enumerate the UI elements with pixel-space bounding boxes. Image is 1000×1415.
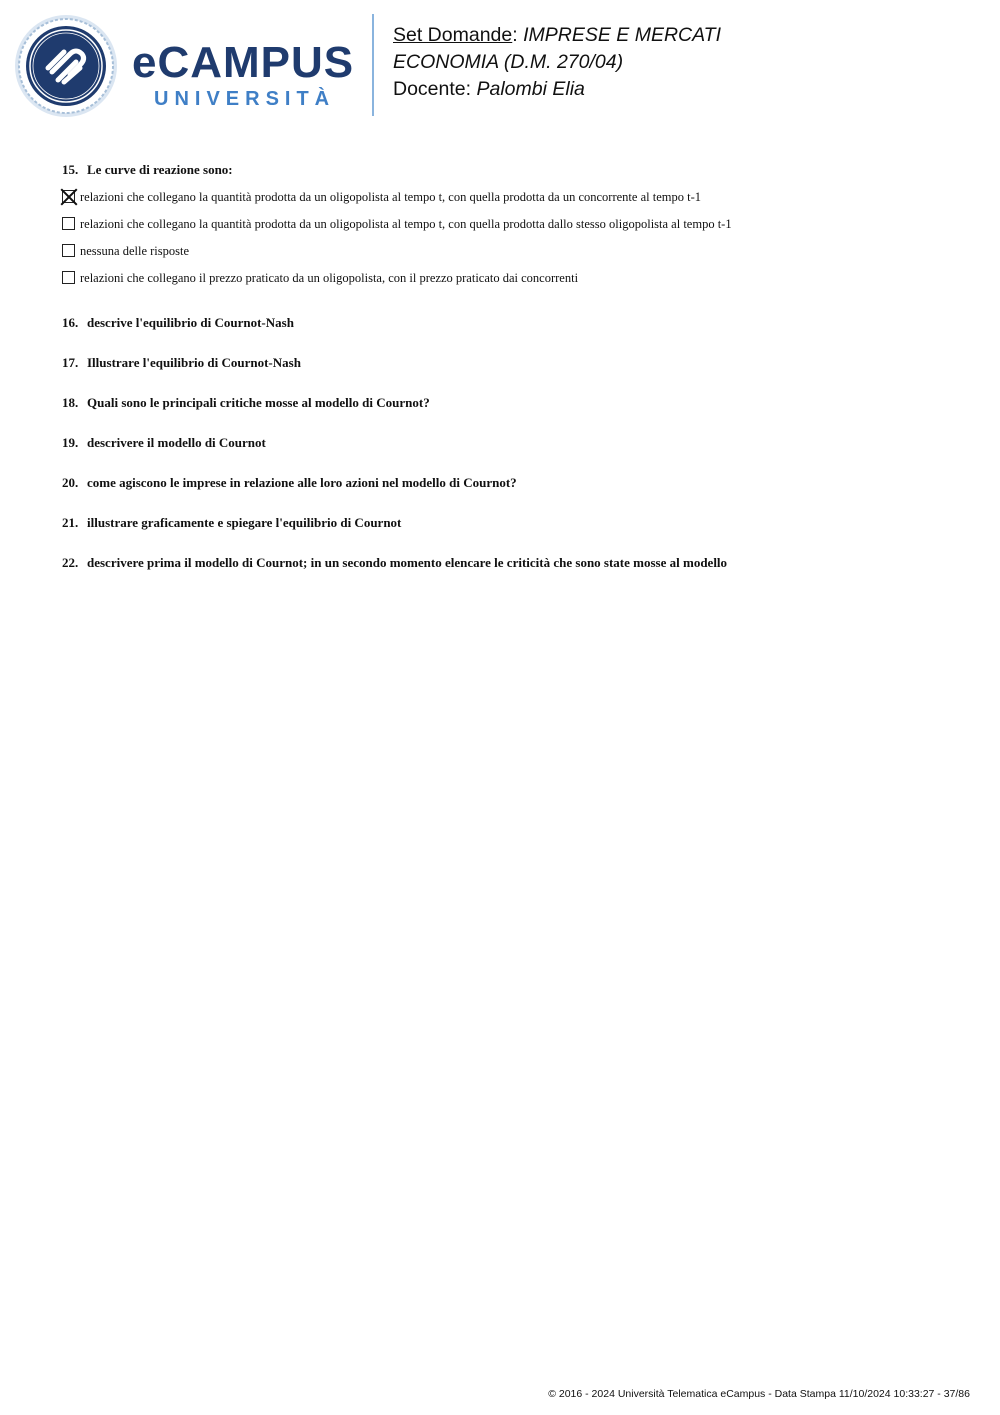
checked-checkbox-icon: [62, 190, 75, 203]
question-17: [62, 353, 962, 373]
question-title: [62, 513, 962, 533]
question-title: [62, 313, 962, 333]
brand-wordmark: [132, 38, 357, 113]
question-number: 18.: [62, 395, 79, 410]
set-label: Set Domande: [393, 24, 513, 46]
question-title: [62, 393, 962, 413]
question-number: 22.: [62, 555, 79, 570]
question-title: [62, 553, 962, 573]
question-16: [62, 313, 962, 333]
question-15: [62, 160, 962, 288]
question-18: [62, 393, 962, 413]
question-list: [62, 160, 962, 573]
question-19: [62, 433, 962, 453]
answer-option: [62, 268, 962, 288]
checkbox-icon: [62, 271, 75, 284]
answer-option: [62, 214, 962, 234]
question-text: Quali sono le principali critiche mosse al modello di Cournot?: [87, 395, 430, 410]
question-text: descrive l'equilibrio di Cournot-Nash: [87, 315, 294, 330]
question-21: [62, 513, 962, 533]
question-text: Illustrare l'equilibrio di Cournot-Nash: [87, 355, 301, 370]
question-number: 20.: [62, 475, 79, 490]
course-name: ECONOMIA (D.M. 270/04): [393, 51, 624, 73]
course-line: [393, 49, 721, 76]
question-title: [62, 473, 962, 493]
answer-text: nessuna delle risposte: [80, 244, 190, 258]
checkbox-icon: [62, 244, 75, 257]
answer-option: [62, 241, 962, 261]
question-number: 19.: [62, 435, 79, 450]
brand-name: eCAMPUS: [132, 38, 355, 87]
page-footer: © 2016 - 2024 Università Telematica eCampus - Data Stampa 11/10/2024 10:33:27 - 37/86: [548, 1388, 970, 1400]
document-info: [393, 22, 721, 103]
question-22: [62, 553, 962, 573]
question-20: [62, 473, 962, 493]
question-text: descrivere prima il modello di Cournot; in un secondo momento elencare le criticità che sono state mosse al modello: [87, 555, 728, 570]
answer-text: relazioni che collegano il prezzo praticato da un oligopolista, con il prezzo praticato dai concorrenti: [80, 271, 579, 285]
question-text: Le curve di reazione sono:: [87, 162, 233, 177]
question-text: descrivere il modello di Cournot: [87, 435, 266, 450]
question-text: illustrare graficamente e spiegare l'equilibrio di Cournot: [87, 515, 402, 530]
teacher-line: Docente: Palombi Elia: [393, 78, 585, 100]
question-number: 15.: [62, 162, 79, 177]
question-number: 21.: [62, 515, 79, 530]
question-title: [62, 433, 962, 453]
set-line: Set Domande: IMPRESE E MERCATI: [393, 24, 722, 46]
question-title: [62, 160, 962, 180]
answer-option: [62, 187, 962, 207]
brand-subtitle: UNIVERSITÀ: [154, 88, 336, 110]
header-divider: [372, 14, 374, 116]
answer-text: relazioni che collegano la quantità prodotta da un oligopolista al tempo t, con quella prodotta dallo stesso oligopolista al tempo t-1: [80, 217, 732, 231]
checkbox-icon: [62, 217, 75, 230]
teacher-label: Docente: [393, 78, 466, 100]
question-text: come agiscono le imprese in relazione alle loro azioni nel modello di Cournot?: [87, 475, 517, 490]
question-number: 17.: [62, 355, 79, 370]
page-header: [0, 0, 1000, 130]
university-seal-logo: [14, 14, 118, 118]
question-number: 16.: [62, 315, 79, 330]
question-title: [62, 353, 962, 373]
answer-text: relazioni che collegano la quantità prodotta da un oligopolista al tempo t, con quella prodotta da un concorrente al tempo t-1: [80, 190, 701, 204]
set-value: IMPRESE E MERCATI: [523, 24, 722, 46]
teacher-name: Palombi Elia: [476, 78, 585, 100]
